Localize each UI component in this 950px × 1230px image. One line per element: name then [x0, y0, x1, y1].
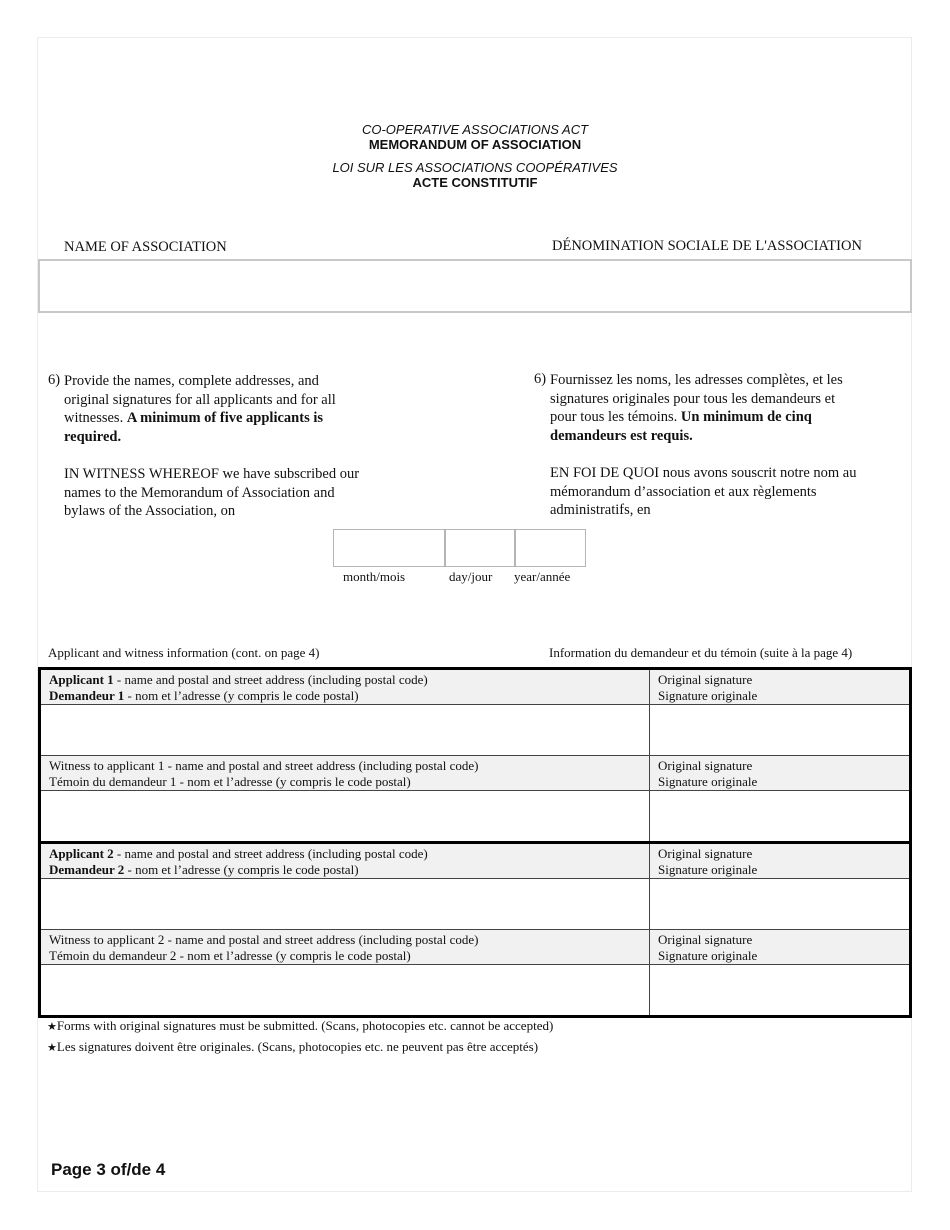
note-fr: ★Les signatures doivent être originales. (Scans, photocopies etc. ne peuvent pas être acceptés) [47, 1039, 539, 1054]
signature-header: Original signature Signature originale [650, 756, 911, 791]
item6-number-fr: 6) [534, 371, 547, 387]
witness2-signature-field[interactable] [650, 965, 911, 1017]
form-title-en: MEMORANDUM OF ASSOCIATION [368, 137, 582, 152]
applicant2-address-field[interactable] [40, 879, 650, 930]
applicant1-header: Applicant 1 - name and postal and street address (including postal code) Demandeur 1 - nom et l’adresse (y compris le code postal) [40, 669, 650, 705]
applicant2-header: Applicant 2 - name and postal and street address (including postal code) Demandeur 2 - nom et l’adresse (y compris le code postal) [40, 843, 650, 879]
page-number: Page 3 of/de 4 [51, 1160, 166, 1179]
table-caption-en: Applicant and witness information (cont. on page 4) [48, 645, 320, 660]
applicant1-address-field[interactable] [40, 705, 650, 756]
note-en: ★Forms with original signatures must be submitted. (Scans, photocopies etc. cannot be accepted) [47, 1018, 554, 1033]
witness1-signature-field[interactable] [650, 791, 911, 843]
applicant-witness-table [38, 667, 912, 1018]
name-label-fr: DÉNOMINATION SOCIALE DE L'ASSOCIATION [552, 238, 862, 254]
day-label: day/jour [449, 569, 493, 584]
table-row [40, 930, 911, 965]
name-label-en: NAME OF ASSOCIATION [64, 239, 227, 255]
table-row [40, 669, 911, 705]
witness2-header: Witness to applicant 2 - name and postal and street address (including postal code) Témoin du demandeur 2 - nom et l’adresse (y compris le code postal) [40, 930, 650, 965]
table-row [40, 879, 911, 930]
witness2-address-field[interactable] [40, 965, 650, 1017]
table-row [40, 756, 911, 791]
association-name-field[interactable] [38, 259, 912, 313]
table-row [40, 843, 911, 879]
form-title-fr: ACTE CONSTITUTIF [412, 175, 538, 190]
item6-text-en: Provide the names, complete addresses, and original signatures for all applicants and for all witnesses. A minimum of five applicants is required. IN WITNESS WHEREOF we have subscribed our names to the Memorandum of Association and bylaws of the Association, on [64, 373, 360, 519]
item6-text-fr: Fournissez les noms, les adresses complètes, et les signatures originales pour tous les demandeurs et pour tous les témoins. Un minimum de cinq demandeurs est requis. EN FOI DE QUOI nous avons souscrit notre nom au mémorandum d’association et aux règlements administratifs, en [550, 372, 857, 518]
star-icon: ★ [47, 1041, 57, 1054]
act-title-en: CO-OPERATIVE ASSOCIATIONS ACT [361, 122, 589, 137]
table-row [40, 791, 911, 843]
table-caption-fr: Information du demandeur et du témoin (suite à la page 4) [549, 645, 853, 660]
signature-header: Original signature Signature originale [650, 669, 911, 705]
month-label: month/mois [343, 569, 406, 584]
year-label: year/année [514, 569, 571, 584]
star-icon: ★ [47, 1020, 57, 1033]
year-field[interactable] [515, 529, 586, 567]
item6-number-en: 6) [48, 372, 61, 388]
witness1-address-field[interactable] [40, 791, 650, 843]
table-row [40, 965, 911, 1017]
applicant1-signature-field[interactable] [650, 705, 911, 756]
day-field[interactable] [445, 529, 515, 567]
month-field[interactable] [333, 529, 445, 567]
signature-header: Original signature Signature originale [650, 930, 911, 965]
table-row [40, 705, 911, 756]
applicant2-signature-field[interactable] [650, 879, 911, 930]
act-title-fr: LOI SUR LES ASSOCIATIONS COOPÉRATIVES [332, 160, 618, 175]
signature-header: Original signature Signature originale [650, 843, 911, 879]
witness1-header: Witness to applicant 1 - name and postal and street address (including postal code) Témoin du demandeur 1 - nom et l’adresse (y compris le code postal) [40, 756, 650, 791]
